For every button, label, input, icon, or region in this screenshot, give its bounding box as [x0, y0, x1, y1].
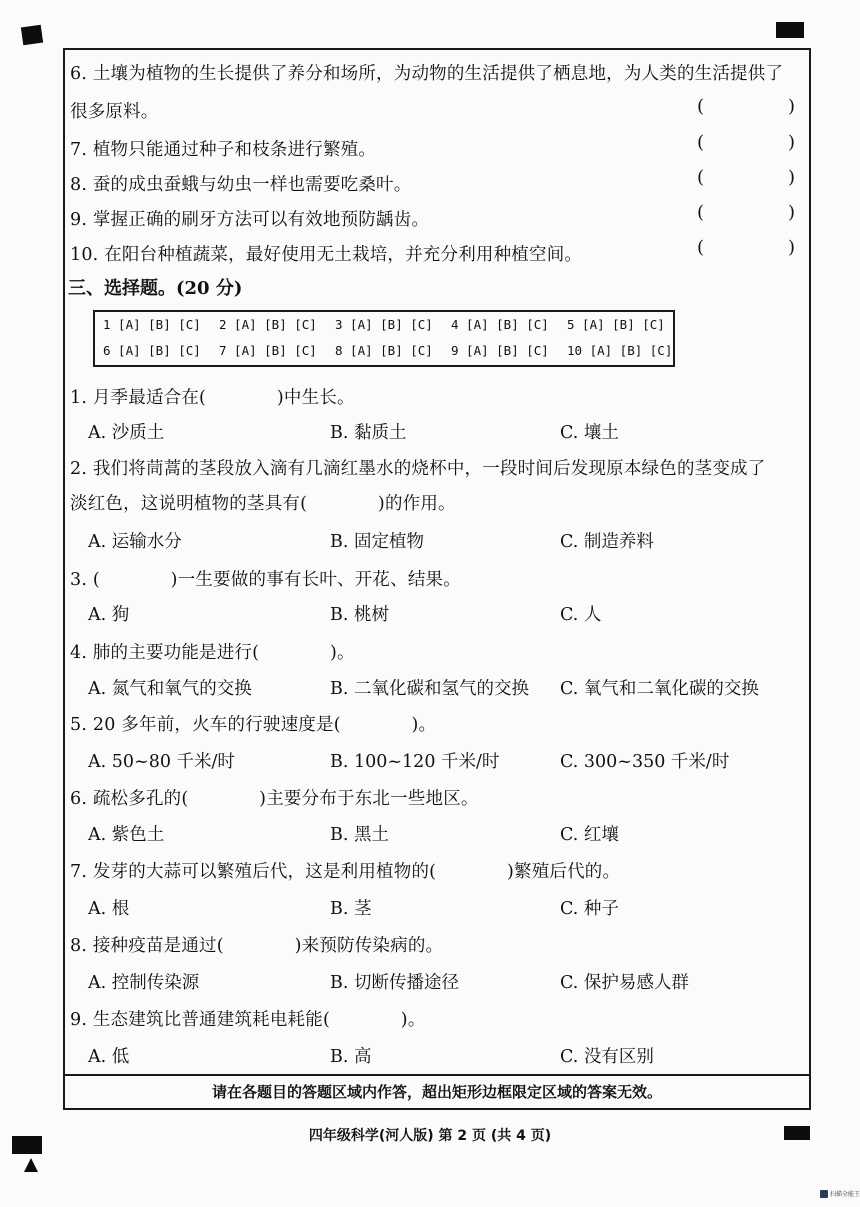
question-5-option-b[interactable]: B. 100~120 千米/时: [330, 752, 500, 772]
question-9-option-c[interactable]: C. 没有区别: [560, 1047, 654, 1067]
question-4-stem: 4. 肺的主要功能是进行( )。: [70, 643, 355, 663]
question-3-option-b[interactable]: B. 桃树: [330, 605, 389, 625]
scanner-logo-icon: [820, 1190, 828, 1198]
scanner-label: 扫描全能王: [830, 1191, 860, 1198]
question-6-stem: 6. 疏松多孔的( )主要分布于东北一些地区。: [70, 789, 479, 809]
question-9-option-a[interactable]: A. 低: [88, 1047, 130, 1067]
judgment-9: 9. 掌握正确的刷牙方法可以有效地预防龋齿。: [70, 210, 430, 230]
question-1-option-a[interactable]: A. 沙质土: [88, 423, 165, 443]
registration-mark-top-right: [776, 22, 804, 38]
question-2-option-c[interactable]: C. 制造养料: [560, 532, 654, 552]
question-8-stem: 8. 接种疫苗是通过( )来预防传染病的。: [70, 936, 444, 956]
question-3-option-c[interactable]: C. 人: [560, 605, 602, 625]
judgment-8-answer-blank[interactable]: [697, 167, 795, 188]
question-8-option-c[interactable]: C. 保护易感人群: [560, 973, 689, 993]
judgment-7-answer-blank[interactable]: [697, 132, 795, 153]
question-7-stem: 7. 发芽的大蒜可以繁殖后代，这是利用植物的( )繁殖后代的。: [70, 862, 621, 882]
paren-close: ): [787, 132, 795, 153]
answer-choice-7[interactable]: 7 [A] [B] [C]: [219, 343, 317, 358]
paren-open: (: [697, 202, 705, 223]
paren-open: (: [697, 167, 705, 188]
judgment-6-answer-blank[interactable]: [697, 96, 795, 117]
question-2-option-a[interactable]: A. 运输水分: [88, 532, 182, 552]
question-4-option-c[interactable]: C. 氧气和二氧化碳的交换: [560, 679, 759, 699]
paren-close: ): [787, 237, 795, 258]
answer-choice-3[interactable]: 3 [A] [B] [C]: [335, 317, 433, 332]
judgment-9-answer-blank[interactable]: [697, 202, 795, 223]
question-6-option-c[interactable]: C. 红壤: [560, 825, 619, 845]
question-9-option-b[interactable]: B. 高: [330, 1047, 372, 1067]
registration-mark-top-left: [21, 25, 43, 46]
answer-sheet-row-1: [103, 317, 673, 341]
question-2-option-b[interactable]: B. 固定植物: [330, 532, 424, 552]
question-8-option-a[interactable]: A. 控制传染源: [88, 973, 200, 993]
question-1-option-b[interactable]: B. 黏质土: [330, 423, 407, 443]
paren-open: (: [697, 237, 705, 258]
answer-choice-5[interactable]: 5 [A] [B] [C]: [567, 317, 665, 332]
judgment-10: 10. 在阳台种植蔬菜，最好使用无土栽培，并充分利用种植空间。: [70, 245, 583, 265]
question-2-stem-line2: 淡红色，这说明植物的茎具有( )的作用。: [70, 494, 456, 514]
question-7-option-a[interactable]: A. 根: [88, 899, 130, 919]
page-footer: 四年级科学(河人版) 第 2 页 (共 4 页): [308, 1128, 552, 1144]
judgment-6-line2: 很多原料。: [70, 102, 159, 122]
question-5-option-a[interactable]: A. 50~80 千米/时: [88, 752, 235, 772]
question-3-stem: 3. ( )一生要做的事有长叶、开花、结果。: [70, 570, 461, 590]
question-5-option-c[interactable]: C. 300~350 千米/时: [560, 752, 730, 772]
paren-close: ): [787, 96, 795, 117]
answer-sheet-box: [93, 310, 675, 367]
judgment-7: 7. 植物只能通过种子和枝条进行繁殖。: [70, 140, 377, 160]
scanner-watermark: [820, 1189, 860, 1198]
question-8-option-b[interactable]: B. 切断传播途径: [330, 973, 459, 993]
judgment-6-line1: 6. 土壤为植物的生长提供了养分和场所，为动物的生活提供了栖息地，为人类的生活提供了: [70, 64, 784, 84]
paren-close: ): [787, 202, 795, 223]
question-1-option-c[interactable]: C. 壤土: [560, 423, 619, 443]
orientation-triangle-icon: [24, 1158, 38, 1172]
question-7-option-b[interactable]: B. 茎: [330, 899, 372, 919]
question-1-stem: 1. 月季最适合在( )中生长。: [70, 388, 355, 408]
answer-choice-6[interactable]: 6 [A] [B] [C]: [103, 343, 201, 358]
question-2-stem-line1: 2. 我们将茼蒿的茎段放入滴有几滴红墨水的烧杯中，一段时间后发现原本绿色的茎变成了: [70, 459, 766, 479]
answer-sheet-row-2: [103, 343, 673, 367]
question-6-option-b[interactable]: B. 黑土: [330, 825, 389, 845]
question-6-option-a[interactable]: A. 紫色土: [88, 825, 165, 845]
paren-close: ): [787, 167, 795, 188]
section-title-multiple-choice: 三、选择题。(20 分): [68, 278, 243, 299]
answer-choice-4[interactable]: 4 [A] [B] [C]: [451, 317, 549, 332]
question-4-option-b[interactable]: B. 二氧化碳和氢气的交换: [330, 679, 529, 699]
judgment-8: 8. 蚕的成虫蚕蛾与幼虫一样也需要吃桑叶。: [70, 175, 412, 195]
answer-choice-8[interactable]: 8 [A] [B] [C]: [335, 343, 433, 358]
judgment-10-answer-blank[interactable]: [697, 237, 795, 258]
paren-open: (: [697, 132, 705, 153]
answer-area-notice: 请在各题目的答题区域内作答，超出矩形边框限定区域的答案无效。: [65, 1074, 809, 1108]
answer-choice-10[interactable]: 10 [A] [B] [C]: [567, 343, 673, 358]
question-4-option-a[interactable]: A. 氮气和氧气的交换: [88, 679, 252, 699]
question-5-stem: 5. 20 多年前，火车的行驶速度是( )。: [70, 715, 437, 735]
question-3-option-a[interactable]: A. 狗: [88, 605, 130, 625]
question-7-option-c[interactable]: C. 种子: [560, 899, 619, 919]
answer-choice-1[interactable]: 1 [A] [B] [C]: [103, 317, 201, 332]
question-9-stem: 9. 生态建筑比普通建筑耗电耗能( )。: [70, 1010, 426, 1030]
answer-choice-9[interactable]: 9 [A] [B] [C]: [451, 343, 549, 358]
answer-choice-2[interactable]: 2 [A] [B] [C]: [219, 317, 317, 332]
paren-open: (: [697, 96, 705, 117]
